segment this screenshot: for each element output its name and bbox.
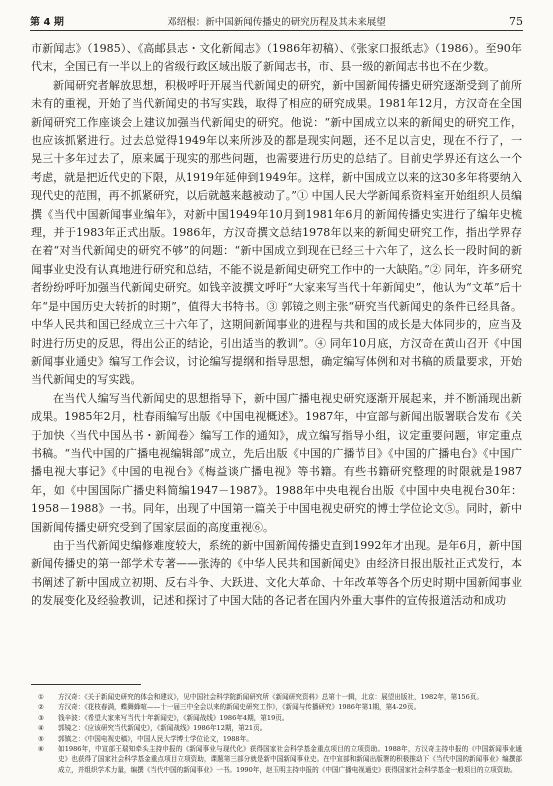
paragraph-2: 新闻研究者解放思想，积极呼吁开展当代新闻史的研究，新中国新闻传播史研究逐渐受到了前所未有的重视，开始了当代新闻史的书写实践，取得了相应的研究成果。1981年12月，方汉奇在全国新闻研究工作座谈会上建议加强当代新闻史的研究。他说：“新中国成立以来的新闻史的研究工作，也应该抓紧进行。过去总觉得1949年以来所涉及的都是现实问题，还不足以言史，现在不行了，一晃三十多年过去了，原来属于现实的那些问题，也需要进行历史的总结了。目前史学界还有这么一个考虑，就是把近代史的下限，从1919年延伸到1949年。这样，新中国成立以来的这30多年将要纳入现代史的范围，再不抓紧研究，以后就越来越被动了。”① 中国人民大学新闻系资料室开始组织人员编撰《当代中国新闻事业编年》，对新中国1949年10月到1981年6月的新闻传播史实进行了编年史梳理，并于1983年正式出版。1986年，方汉奇撰文总结1978年以来的新闻史研究工作，指出学界存在着“对当代新闻史的研究不够”的问题：“新中国成立到现在已经三十六年了，这么长一段时间的新闻事业史没有认真地进行研究和总结，不能不说是新闻史研究工作中的一大缺陷。”② 同年，许多研究者纷纷呼吁加强当代新闻史研究。如钱辛波撰文呼吁“大家来写当代十年新闻史”，他认为“文革”后十年“是中国历史大转折的时期”，值得大书特书。③ 郭镜之则主张“研究当代新闻史的条件已经具备。中华人民共和国已经成立三十六年了，这期间新闻事业的进程与共和国的成长是大体同步的，应当及时进行历史的反思，得出公正的结论，引出适当的教训”。④ 同年10月底，方汉奇在黄山召开《中国新闻事业通史》编写工作会议，讨论编写提纲和指导思想，确定编写体例和对书稿的质量要求，开始当代新闻史的写实践。 (31, 78, 522, 387)
footnote-marker: ⑤ (38, 734, 44, 743)
footnote-text: 如1986年，中宣部王瑞知牵头主持申报的《新闻事业与现代化》获得国家社会科学基金重点项目的立项资助。1988年，方汉奇主持申报的《中国新闻事业通史》也获得了国家社会科学基金重点项目立项资助，课题第三部分就是新中国新闻事业史。在中宣部和新闻出版署的积极推动下《当代中国的新闻事业》编撰部成立，并组织学术力量，编撰《当代中国的新闻事业》一书。1990年，赵玉明主持申报的《中国广播电视通史》获得国家社会科学基金一般项目的立项资助。 (58, 745, 522, 774)
issue-number: 第 4 期 (30, 17, 64, 28)
footnote (38, 723, 522, 733)
article-body (31, 40, 522, 611)
paragraph-1: 市新闻志》（1985）、《高邮县志・文化新闻志》（1986年初稿）、《张家口报纸志》（1986）。至90年代末，全国已有一半以上的省级行政区域出版了新闻志书，市、县一级的新闻志书也不在少数。 (31, 42, 522, 74)
footnote-marker: ③ (38, 713, 44, 722)
footnote (38, 734, 522, 744)
page-number: 75 (509, 15, 523, 28)
footnote (38, 744, 522, 775)
paragraph-4: 由于当代新闻史编修难度较大，系统的新中国新闻传播史直到1992年才出现。是年6月，新中国新闻传播史的第一部学术专著——张涛的《中华人民共和国新闻史》由经济日报出版社正式发行，本书阐述了新中国成立初期、反右斗争、大跃进、文化大革命、十年改革等各个历史时期中国新闻事业的发展变化及经验教训，记述和探讨了中国大陆的各记者在国内外重大事件的宣传报道活动和成功 (31, 538, 522, 608)
footnote-divider (31, 684, 141, 685)
footnote-marker: ④ (38, 724, 44, 733)
footnote-text: 方汉奇：《花枝春满，蝶舞蜂喧——十一届三中全会以来的新闻史研究工作》，《新闻与传播研究》1986年第1期，第4-29页。 (58, 703, 421, 712)
footnote-marker: ① (38, 693, 44, 701)
footnote-text: 郭镇之：《中国电视史稿》，中国人民大学博士学位论文，1988年。 (58, 734, 253, 743)
footnote-marker: ② (38, 703, 44, 712)
running-header (30, 11, 523, 31)
footnote (38, 713, 522, 723)
footnote-text: 方汉奇：《关于新闻史研究的体会和建议》，见中国社会科学院新闻研究所《新闻研究资料》总第十一辑，北京：展望出版社，1982年，第156页。 (58, 693, 483, 701)
running-title: 邓绍根：新中国新闻传播史的研究历程及其未来展望 (167, 17, 386, 28)
footnote (38, 692, 522, 702)
footnote-text: 钱辛波：《希望大家来写当代十年新闻史》，《新闻战线》1986年4期，第19页。 (58, 713, 289, 722)
footnote (38, 702, 522, 712)
footnotes (38, 692, 522, 775)
footnote-marker: ⑥ (38, 745, 44, 754)
footnote-text: 郭镜之：《应该研究当代新闻史》，《新闻战线》1986年12期，第21页。 (58, 724, 267, 733)
paragraph-3: 在当代人编写当代新闻史的思想指导下，新中国广播电视史研究逐渐开展起来，并不断涌现出新成果。1985年2月，杜春雨编写出版《中国电视概述》。1987年，中宣部与新闻出版署联合发布《关于加快〈当代中国丛书・新闻卷〉编写工作的通知》，成立编写指导小组，议定重要问题，审定重点书稿。“当代中国的广播电视编辑部”成立，先后出版《中国的广播节目》《中国的广播电台》《中国广播电视大事记》《中国的电视台》《梅益谈广播电视》等书籍。有些书籍研究整理的时限就是1987年，如《中国国际广播史料简编1947－1987》。1988年中央电视台出版《中国中央电视台30年：1958－1988》一书。同年，出现了中国第一篇关于中国电视史研究的博士学位论文⑤。同时，新中国新闻传播史研究受到了国家层面的高度重视⑥。 (31, 391, 522, 534)
